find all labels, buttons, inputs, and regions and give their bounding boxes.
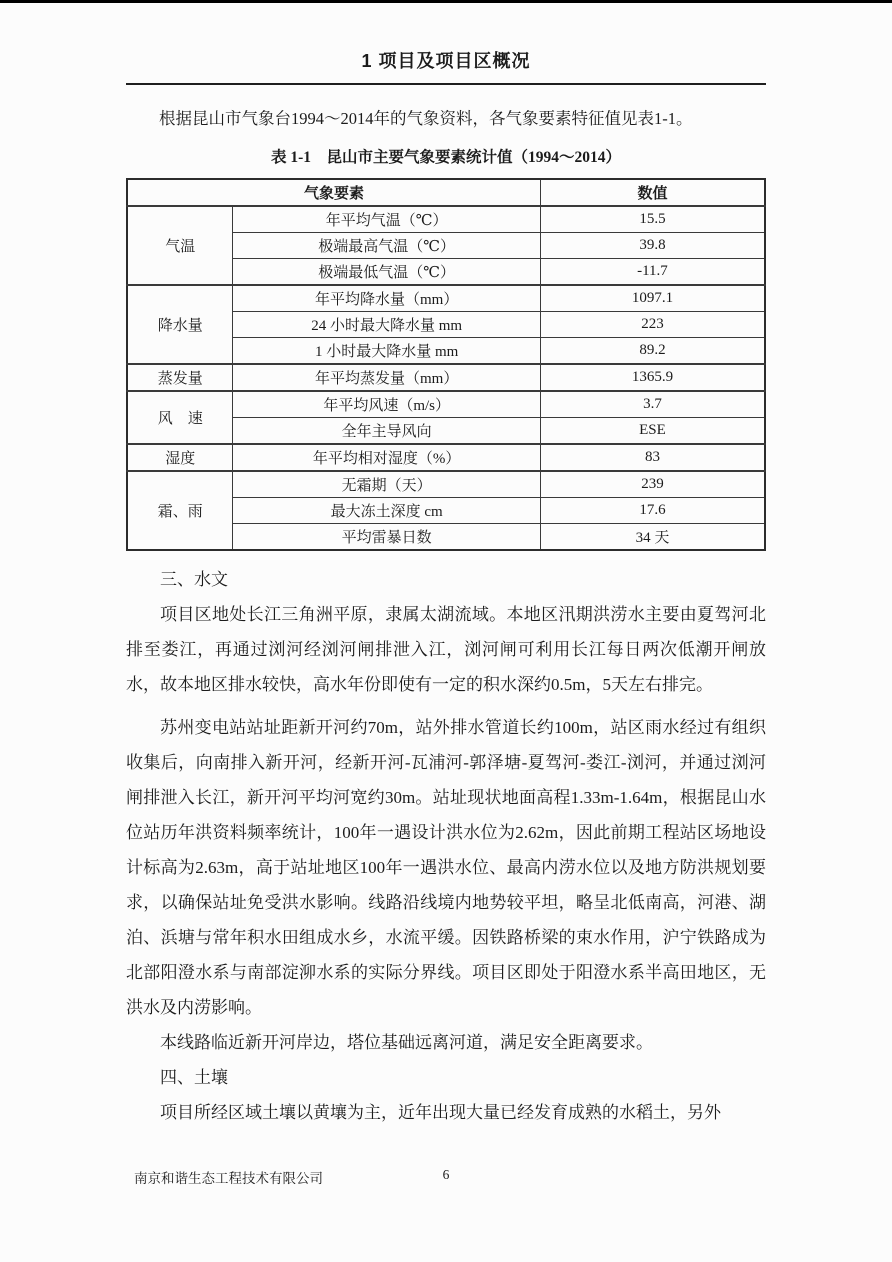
- table-row: [127, 285, 765, 312]
- page-content: [126, 47, 766, 1130]
- body-paragraph: 苏州变电站站址距新开河约70m，站外排水管道长约100m，站区雨水经过有组织收集后，向南排入新开河，经新开河-瓦浦河-郭泽塘-夏驾河-娄江-浏河，并通过浏河闸排泄入长江，新开河平均河宽约30m。站址现状地面高程1.33m-1.64m，根据昆山水位站历年洪资料频率统计，100年一遇设计洪水位为2.62m，因此前期工程站区场地设计标高为2.63m，高于站址地区100年一遇洪水位、最高内涝水位以及地方防洪规划要求，以确保站址免受洪水影响。线路沿线境内地势较平坦，略呈北低南高，河港、湖泊、浜塘与常年积水田组成水乡，水流平缓。因铁路桥梁的束水作用，沪宁铁路成为北部阳澄水系与南部淀泖水系的实际分界线。项目区即处于阳澄水系半高田地区，无洪水及内涝影响。: [126, 718, 766, 1017]
- category-cell: 霜、雨: [127, 471, 233, 550]
- table-caption: 表 1-1 昆山市主要气象要素统计值（1994～2014）: [270, 149, 622, 166]
- category-cell: 风 速: [127, 391, 233, 444]
- weather-table: [126, 178, 766, 551]
- element-cell: 平均雷暴日数: [233, 524, 541, 551]
- page-top-border: [0, 0, 892, 3]
- footer-page-number: 6: [442, 1167, 450, 1182]
- element-cell: 最大冻土深度 cm: [233, 498, 541, 524]
- element-cell: 无霜期（天）: [233, 471, 541, 498]
- section-heading: 四、土壤: [160, 1068, 228, 1087]
- table-row: [127, 364, 765, 391]
- table-row: [127, 444, 765, 471]
- value-cell: 3.7: [540, 391, 765, 418]
- value-cell: 83: [540, 444, 765, 471]
- value-cell: ESE: [540, 418, 765, 445]
- value-cell: 39.8: [540, 233, 765, 259]
- value-cell: 89.2: [540, 338, 765, 365]
- element-cell: 1 小时最大降水量 mm: [233, 338, 541, 365]
- value-cell: 223: [540, 312, 765, 338]
- value-cell: 15.5: [540, 206, 765, 233]
- category-cell: 降水量: [127, 285, 233, 364]
- intro-paragraph: 根据昆山市气象台1994～2014年的气象资料，各气象要素特征值见表1-1。: [159, 109, 693, 128]
- table-header-element: 气象要素: [127, 179, 540, 206]
- value-cell: 1097.1: [540, 285, 765, 312]
- element-cell: 年平均降水量（mm）: [233, 285, 541, 312]
- element-cell: 全年主导风向: [233, 418, 541, 445]
- body-paragraph: 项目区地处长江三角洲平原，隶属太湖流域。本地区汛期洪涝水主要由夏驾河北排至娄江，再通过浏河经浏河闸排泄入江，浏河闸可利用长江每日两次低潮开闸放水，故本地区排水较快，高水年份即使有一定的积水深约0.5m，5天左右排完。: [126, 605, 766, 694]
- body-content: [126, 562, 766, 1130]
- table-row: [127, 206, 765, 233]
- element-cell: 年平均气温（℃）: [233, 206, 541, 233]
- table-header-value: 数值: [540, 179, 765, 206]
- body-paragraph: 项目所经区域土壤以黄壤为主，近年出现大量已经发育成熟的水稻土，另外: [160, 1103, 721, 1122]
- header-rule: [126, 83, 766, 85]
- body-paragraph: 本线路临近新开河岸边，塔位基础远离河道，满足安全距离要求。: [160, 1033, 653, 1052]
- category-cell: 湿度: [127, 444, 233, 471]
- element-cell: 极端最高气温（℃）: [233, 233, 541, 259]
- element-cell: 极端最低气温（℃）: [233, 259, 541, 286]
- section-heading: 三、水文: [160, 570, 228, 589]
- table-header-row: [127, 179, 765, 206]
- element-cell: 年平均蒸发量（mm）: [233, 364, 541, 391]
- weather-table-body: [127, 206, 765, 550]
- category-cell: 蒸发量: [127, 364, 233, 391]
- value-cell: 17.6: [540, 498, 765, 524]
- element-cell: 24 小时最大降水量 mm: [233, 312, 541, 338]
- category-cell: 气温: [127, 206, 233, 285]
- table-row: [127, 391, 765, 418]
- footer-company-name: 南京和谐生态工程技术有限公司: [134, 1171, 323, 1186]
- value-cell: 34 天: [540, 524, 765, 551]
- page-title: 1 项目及项目区概况: [361, 51, 531, 71]
- value-cell: 1365.9: [540, 364, 765, 391]
- value-cell: -11.7: [540, 259, 765, 286]
- value-cell: 239: [540, 471, 765, 498]
- page-footer: [126, 1167, 766, 1187]
- table-row: [127, 471, 765, 498]
- element-cell: 年平均风速（m/s）: [233, 391, 541, 418]
- element-cell: 年平均相对湿度（%）: [233, 444, 541, 471]
